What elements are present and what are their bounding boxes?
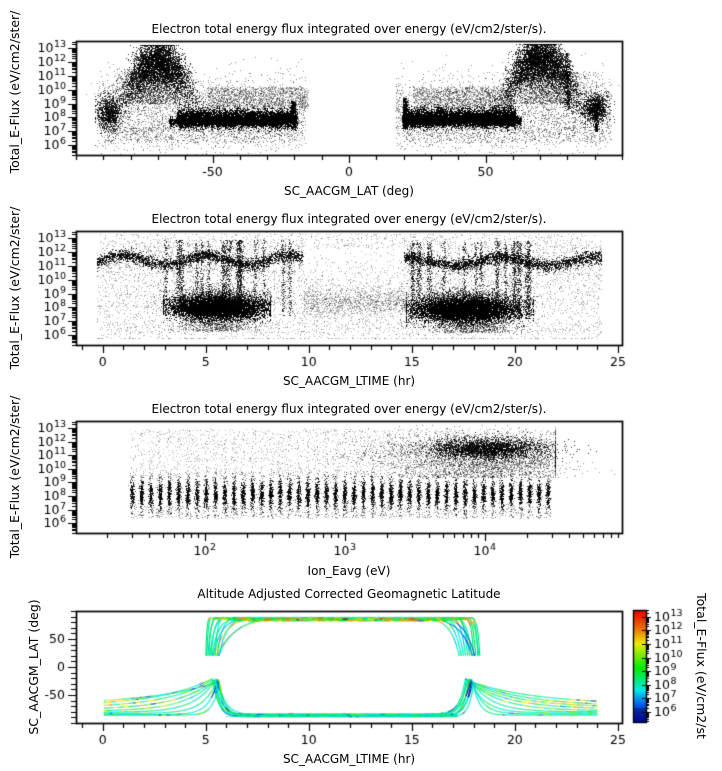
panel-1-yaxis-label: Total_E-Flux (eV/cm2/ster/ — [7, 10, 23, 174]
panel-2-yaxis-label: Total_E-Flux (eV/cm2/ster/ — [7, 206, 23, 370]
panel-1-xaxis-label: SC_AACGM_LAT (deg) — [284, 184, 414, 198]
panel-3-yaxis-label: Total_E-Flux (eV/cm2/ster/ — [7, 395, 23, 559]
panel-3-title: Electron total energy flux integrated over energy (eV/cm2/ster/s). — [151, 402, 547, 416]
panel-4-yaxis-label: SC_AACGM_LAT (deg) — [26, 599, 42, 735]
panel-4-xaxis-label: SC_AACGM_LTIME (hr) — [282, 752, 416, 766]
panel-2-title: Electron total energy flux integrated over energy (eV/cm2/ster/s). — [151, 212, 547, 226]
panel-2-xaxis-label: SC_AACGM_LTIME (hr) — [282, 374, 416, 388]
colorbar-label: Total_E-Flux (eV/cm2/st — [693, 593, 709, 739]
panel-1-title: Electron total energy flux integrated over energy (eV/cm2/ster/s). — [151, 22, 547, 36]
panel-4-title: Altitude Adjusted Corrected Geomagnetic Latitude — [197, 587, 501, 601]
panel-3-xaxis-label: Ion_Eavg (eV) — [307, 564, 391, 578]
